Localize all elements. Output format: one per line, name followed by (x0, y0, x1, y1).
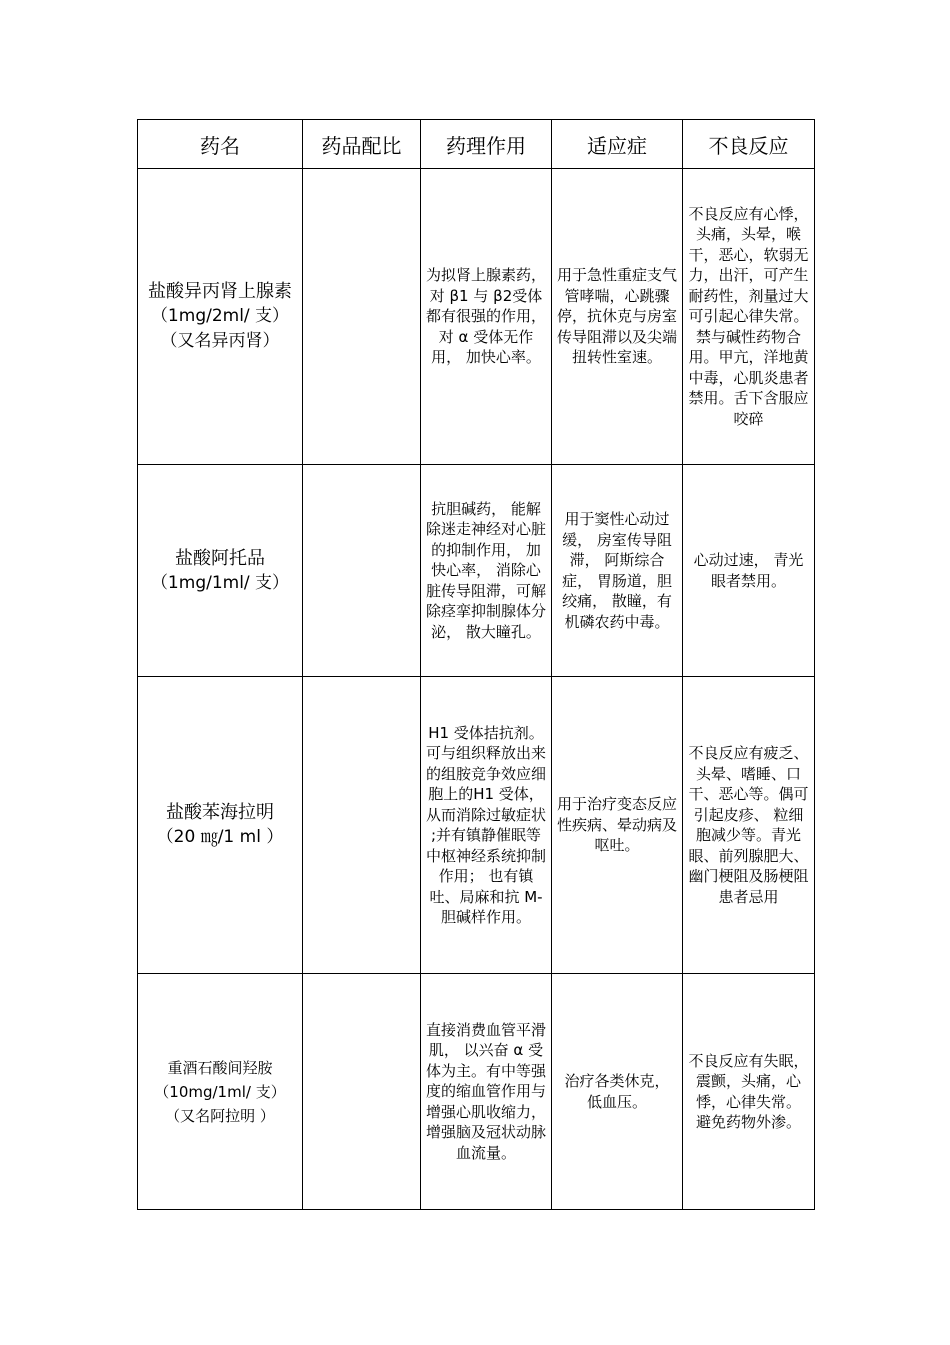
drug-name: 重酒石酸间羟胺 (167, 1058, 273, 1077)
indication-cell: 用于治疗变态反应性疾病、晕动病及呕吐。 (552, 677, 683, 974)
drug-name: 盐酸异丙肾上腺素 (148, 281, 292, 302)
ratio-cell (303, 974, 421, 1210)
table-row (138, 465, 815, 677)
header-adverse: 不良反应 (683, 120, 815, 169)
drug-spec: （20 ㎎/1 ml ） (156, 827, 284, 847)
indication-cell: 用于急性重症支气管哮喘，心跳骤停，抗休克与房室传导阻滞以及尖端扭转性室速。 (552, 169, 683, 465)
header-ratio: 药品配比 (303, 120, 421, 169)
drug-name-cell (138, 677, 303, 974)
drug-alias: （又名异丙肾） (160, 331, 280, 351)
table-row (138, 974, 815, 1210)
header-drug-name: 药名 (138, 120, 303, 169)
ratio-cell (303, 465, 421, 677)
pharmacology-cell: 为拟肾上腺素药，对 β1 与 β2受体都有很强的作用，对 α 受体无作用， 加快心率。 (421, 169, 552, 465)
pharmacology-cell: 抗胆碱药， 能解除迷走神经对心脏的抑制作用， 加快心率， 消除心脏传导阻滞，可解除痉挛抑制腺体分泌， 散大瞳孔。 (421, 465, 552, 677)
pharmacology-cell: 直接消费血管平滑肌， 以兴奋 α 受体为主。有中等强度的缩血管作用与增强心肌收缩力，增强脑及冠状动脉血流量。 (421, 974, 552, 1210)
indication-cell: 治疗各类休克， 低血压。 (552, 974, 683, 1210)
adverse-cell: 心动过速， 青光眼者禁用。 (683, 465, 815, 677)
ratio-cell (303, 169, 421, 465)
table-row (138, 169, 815, 465)
pharmacology-cell: H1 受体拮抗剂。可与组织释放出来的组胺竞争效应细胞上的H1 受体，从而消除过敏症状 ;并有镇静催眠等中枢神经系统抑制作用； 也有镇吐、局麻和抗 M- 胆碱样作用。 (421, 677, 552, 974)
drug-alias: （又名阿拉明 ） (165, 1106, 275, 1125)
drug-table (137, 119, 815, 1210)
adverse-cell: 不良反应有心悸，头痛，头晕，喉干，恶心，软弱无力，出汗，可产生耐药性，剂量过大可引起心律失常。禁与碱性药物合用。甲亢，洋地黄中毒，心肌炎患者禁用。舌下含服应咬碎 (683, 169, 815, 465)
adverse-cell: 不良反应有疲乏、头晕、嗜睡、口干、恶心等。偶可引起皮疹、 粒细胞减少等。青光眼、前列腺肥大、幽门梗阻及肠梗阻患者忌用 (683, 677, 815, 974)
drug-name-cell (138, 169, 303, 465)
header-indication: 适应症 (552, 120, 683, 169)
drug-spec: （10mg/1ml/ 支） (154, 1082, 286, 1101)
drug-name: 盐酸阿托品 (175, 547, 265, 569)
table-row (138, 677, 815, 974)
header-pharmacology: 药理作用 (421, 120, 552, 169)
drug-spec: （1mg/1ml/ 支） (150, 572, 290, 593)
drug-spec: （1mg/2ml/ 支） (150, 306, 290, 326)
header-row (138, 120, 815, 169)
adverse-cell: 不良反应有失眠，震颤，头痛，心悸，心律失常。 避免药物外渗。 (683, 974, 815, 1210)
ratio-cell (303, 677, 421, 974)
drug-name: 盐酸苯海拉明 (166, 802, 274, 823)
drug-name-cell (138, 465, 303, 677)
drug-name-cell (138, 974, 303, 1210)
indication-cell: 用于窦性心动过缓， 房室传导阻滞， 阿斯综合症， 胃肠道，胆绞痛， 散瞳，有机磷农药中毒。 (552, 465, 683, 677)
